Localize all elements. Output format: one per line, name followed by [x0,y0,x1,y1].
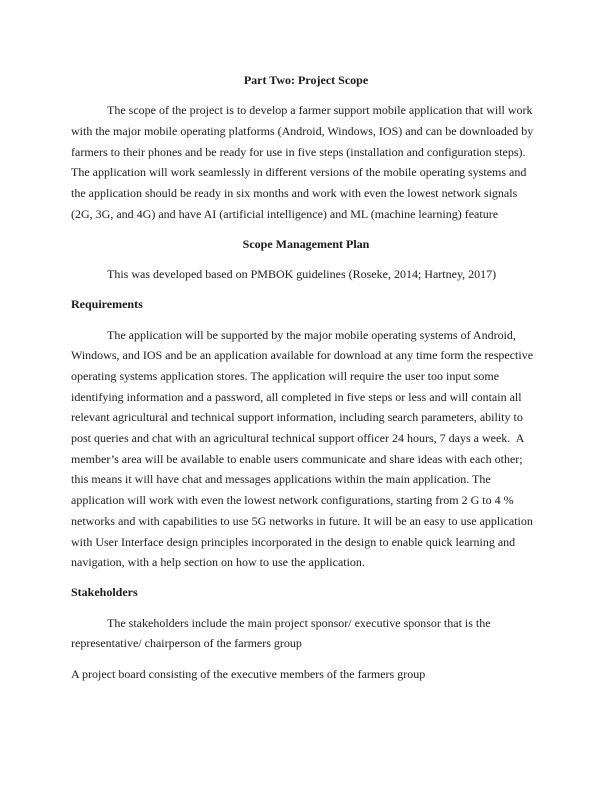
text-line: the application should be ready in six months and work with even the lowest network signals [71,186,518,201]
text-line: navigation, with a help section on how to use the application. [71,555,365,570]
text-line: this means it will have chat and messages applications within the main application. The [71,472,491,487]
text-line: representative/ chairperson of the farmers group [71,636,302,651]
text-line: with User Interface design principles incorporated in the design to enable quick learning and [71,534,516,549]
text-line: operating systems application stores. The application will require the user too input some [71,368,500,383]
scope-management-plan-heading: Scope Management Plan [242,236,370,251]
text-line: This was developed based on PMBOK guidelines (Roseke, 2014; Hartney, 2017) [107,267,497,282]
text-line: networks and with capabilities to use 5G networks in future. It will be an easy to use application [71,513,533,528]
scope-paragraph [71,100,541,224]
text-line: A project board consisting of the executive members of the farmers group [71,666,426,681]
requirements-paragraph [71,325,541,573]
scope-plan-intro-paragraph [71,264,541,285]
section-title: Part Two: Project Scope [243,73,369,87]
text-line: member’s area will be available to enable users communicate and share ideas with each other; [71,451,523,466]
text-line: relevant agricultural and technical support information, including search parameters, ability to [71,410,523,425]
text-line: The application will be supported by the major mobile operating systems of Android, [107,327,516,342]
project-board-paragraph [71,664,541,685]
text-line: application will work with even the lowest network configurations, starting from 2 G to 4 % [71,493,514,508]
text-line: farmers to their phones and be ready for use in five steps (installation and configuration steps). [71,144,526,159]
text-line: The scope of the project is to develop a farmer support mobile application that will work [107,103,533,118]
text-line: The stakeholders include the main project sponsor/ executive sponsor that is the [107,615,491,630]
stakeholders-heading: Stakeholders [71,585,138,600]
text-line: The application will work seamlessly in different versions of the mobile operating systems and [71,165,527,180]
text-line: identifying information and a password, all completed in five steps or less and will contain all [71,389,522,404]
stakeholders-paragraph [71,613,541,654]
text-line: Windows, and IOS and be an application available for download at any time form the respective [71,348,534,363]
text-line: post queries and chat with an agricultural technical support officer 24 hours, 7 days a week. A [71,431,525,446]
text-line: with the major mobile operating platforms (Android, Windows, IOS) and can be downloaded by [71,123,534,138]
text-line: (2G, 3G, and 4G) and have AI (artificial intelligence) and ML (machine learning) feature [71,206,499,221]
requirements-heading: Requirements [71,297,143,312]
